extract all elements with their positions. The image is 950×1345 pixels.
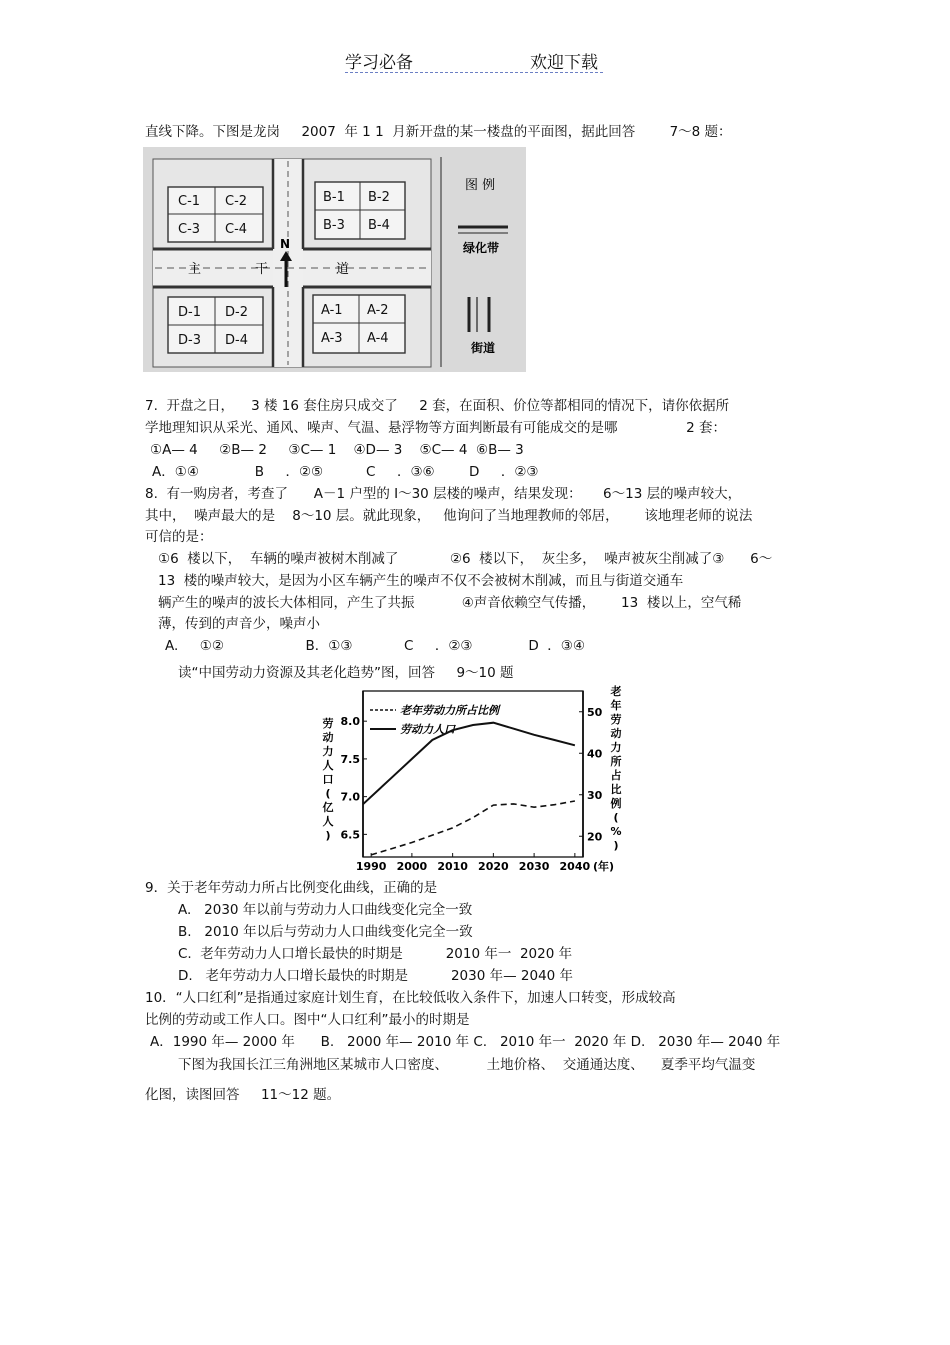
cell-c1: C-1 bbox=[178, 194, 201, 209]
y-left-tick-label: 7.5 bbox=[340, 752, 360, 766]
q8-line4: ①6 楼以下， 车辆的噪声被树木削减了 ②6 楼以下， 灰尘多， 噪声被灰尘削减了③ 6～ bbox=[158, 551, 773, 567]
q7-line1: 7. 开盘之日， 3 楼 16 套住房只成交了 2 套，在面积、价位等都相同的情况下，请你依据所 bbox=[145, 398, 730, 414]
q8-line7: 薄，传到的声音少，噪声小 bbox=[158, 616, 320, 632]
road-char-1: 主 bbox=[188, 262, 202, 277]
y-left-tick-label: 7.0 bbox=[340, 790, 360, 804]
axis-label-char: 年 bbox=[610, 699, 622, 712]
block-a bbox=[313, 295, 405, 353]
axis-label-char: 占 bbox=[610, 769, 622, 782]
axis-label-char: 人 bbox=[322, 815, 334, 828]
q11-intro-line2: 化图，读图回答 11～12 题。 bbox=[145, 1087, 341, 1103]
header-right: 欢迎下载 bbox=[530, 53, 598, 73]
q11-intro-line1: 下图为我国长江三角洲地区某城市人口密度、 土地价格、 交通通达度、 夏季平均气温变 bbox=[178, 1057, 756, 1073]
x-tick-label: 2030 bbox=[518, 860, 550, 873]
q10-line2: 比例的劳动或工作人口。图中“人口红利”最小的时期是 bbox=[145, 1012, 470, 1028]
axis-label-char: 动 bbox=[610, 727, 622, 740]
q8-line5: 13 楼的噪声较大，是因为小区车辆产生的噪声不仅不会被树木削减，而且与街道交通车 bbox=[158, 573, 684, 589]
cell-d4: D-4 bbox=[225, 333, 248, 348]
north-label: N bbox=[280, 237, 291, 251]
block-b bbox=[315, 182, 405, 239]
x-axis-unit: (年) bbox=[593, 860, 615, 873]
y-axis-label-left bbox=[323, 716, 334, 842]
q9-stem: 9．关于老年劳动力所占比例变化曲线，正确的是 bbox=[145, 880, 438, 896]
block-c bbox=[168, 187, 263, 242]
q9-option-c: C. 老年劳动力人口增长最快的时期是 2010 年一 2020 年 bbox=[178, 946, 573, 962]
legend-green-label: 绿化带 bbox=[463, 241, 500, 255]
cell-b3: B-3 bbox=[323, 218, 345, 233]
cell-d1: D-1 bbox=[178, 305, 201, 320]
q8-line1: 8. 有一购房者，考查了 A－1 户型的 Ⅰ～30 层楼的噪声，结果发现： 6～13 层的噪声较大， bbox=[145, 486, 742, 502]
header-left: 学习必备 bbox=[345, 53, 413, 73]
cell-a2: A-2 bbox=[367, 303, 389, 318]
axis-label-char: 所 bbox=[610, 755, 622, 768]
q8-line3: 可信的是： bbox=[145, 529, 213, 545]
road-char-2: 干 bbox=[255, 262, 269, 277]
y-right-tick-label: 20 bbox=[587, 830, 603, 844]
cell-c2: C-2 bbox=[225, 194, 248, 209]
axis-label-char: 力 bbox=[322, 745, 334, 758]
y-axis-label-right bbox=[610, 684, 621, 852]
axis-label-char: 劳 bbox=[610, 713, 622, 726]
y-right-tick-label: 50 bbox=[587, 705, 603, 719]
x-tick-label: 2040 bbox=[559, 860, 591, 873]
cell-c3: C-3 bbox=[178, 222, 201, 237]
cell-c4: C-4 bbox=[225, 222, 248, 237]
q8-choices: A. ①② B．①③ C ．②③ D ．③④ bbox=[165, 638, 586, 654]
q9-option-d: D. 老年劳动力人口增长最快的时期是 2030 年— 2040 年 bbox=[178, 968, 574, 984]
axis-label-char: ) bbox=[613, 839, 619, 852]
cell-d2: D-2 bbox=[225, 305, 248, 320]
legend-title: 图 例 bbox=[465, 178, 496, 193]
q10-choices: A．1990 年— 2000 年 B. 2000 年— 2010 年 C. 2010 年一 2020 年 D. 2030 年— 2040 年 bbox=[150, 1034, 781, 1050]
q8-line2: 其中， 噪声最大的是 8～10 层。就此现象， 他询问了当地理教师的邻居， 该地理老师的说法 bbox=[145, 508, 753, 524]
block-d bbox=[168, 297, 263, 353]
x-tick-label: 2000 bbox=[396, 860, 428, 873]
axis-label-char: 劳 bbox=[322, 717, 334, 730]
axis-label-char: 人 bbox=[322, 759, 334, 772]
legend-old-ratio: 老年劳动力所占比例 bbox=[400, 704, 499, 717]
header-rule bbox=[345, 72, 603, 73]
x-tick-label: 2010 bbox=[437, 860, 468, 873]
cell-a4: A-4 bbox=[367, 331, 389, 346]
legend-labor-pop: 劳动力人口 bbox=[400, 723, 455, 736]
axis-label-char: % bbox=[610, 825, 622, 838]
intro-text: 直线下降。下图是龙岗 2007 年 1 1 月新开盘的某一楼盘的平面图，据此回答 7～8 题： bbox=[145, 124, 732, 140]
q7-line2: 学地理知识从采光、通风、噪声、气温、悬浮物等方面判断最有可能成交的是哪 2 套： bbox=[145, 420, 727, 436]
x-tick-label: 1990 bbox=[355, 860, 387, 873]
axis-label-char: ( bbox=[325, 787, 331, 800]
labor-force-chart bbox=[318, 683, 630, 875]
road-char-3: 道 bbox=[336, 262, 350, 277]
y-right-tick-label: 30 bbox=[587, 788, 603, 802]
y-left-tick-label: 8.0 bbox=[340, 715, 360, 729]
q9-option-a: A. 2030 年以前与劳动力人口曲线变化完全一致 bbox=[178, 902, 473, 918]
q7-options: ①A— 4 ②B— 2 ③C— 1 ④D— 3 ⑤C— 4 ⑥B— 3 bbox=[150, 442, 524, 458]
q7-choices: A．①④ B ．②⑤ C ．③⑥ D ．②③ bbox=[152, 464, 539, 480]
cell-d3: D-3 bbox=[178, 333, 201, 348]
cell-b1: B-1 bbox=[323, 190, 345, 205]
cell-a3: A-3 bbox=[321, 331, 343, 346]
page-header bbox=[0, 48, 950, 78]
axis-label-char: 亿 bbox=[322, 801, 334, 814]
cell-b2: B-2 bbox=[368, 190, 390, 205]
x-tick-label: 2020 bbox=[478, 860, 509, 873]
axis-label-char: 口 bbox=[322, 773, 334, 786]
legend-street-label: 街道 bbox=[471, 341, 496, 355]
q8-line6: 辆产生的噪声的波长大体相同，产生了共振 ④声音依赖空气传播， 13 楼以上，空气稀 bbox=[158, 595, 742, 611]
cell-b4: B-4 bbox=[368, 218, 390, 233]
axis-label-char: 老 bbox=[610, 685, 622, 698]
axis-label-char: ( bbox=[613, 811, 619, 824]
y-left-tick-label: 6.5 bbox=[340, 828, 360, 842]
axis-label-char: 动 bbox=[322, 731, 334, 744]
cell-a1: A-1 bbox=[321, 303, 343, 318]
axis-label-char: ) bbox=[325, 829, 331, 842]
housing-plan-map bbox=[143, 147, 526, 372]
axis-label-char: 比 bbox=[610, 783, 622, 796]
axis-label-char: 力 bbox=[610, 741, 622, 754]
q9-option-b: B. 2010 年以后与劳动力人口曲线变化完全一致 bbox=[178, 924, 473, 940]
q10-line1: 10．“人口红利”是指通过家庭计划生育，在比较低收入条件下，加速人口转变，形成较高 bbox=[145, 990, 676, 1006]
axis-label-char: 例 bbox=[610, 797, 622, 810]
y-right-tick-label: 40 bbox=[587, 747, 603, 761]
read-9-10: 读“中国劳动力资源及其老化趋势”图，回答 9～10 题 bbox=[178, 665, 514, 681]
